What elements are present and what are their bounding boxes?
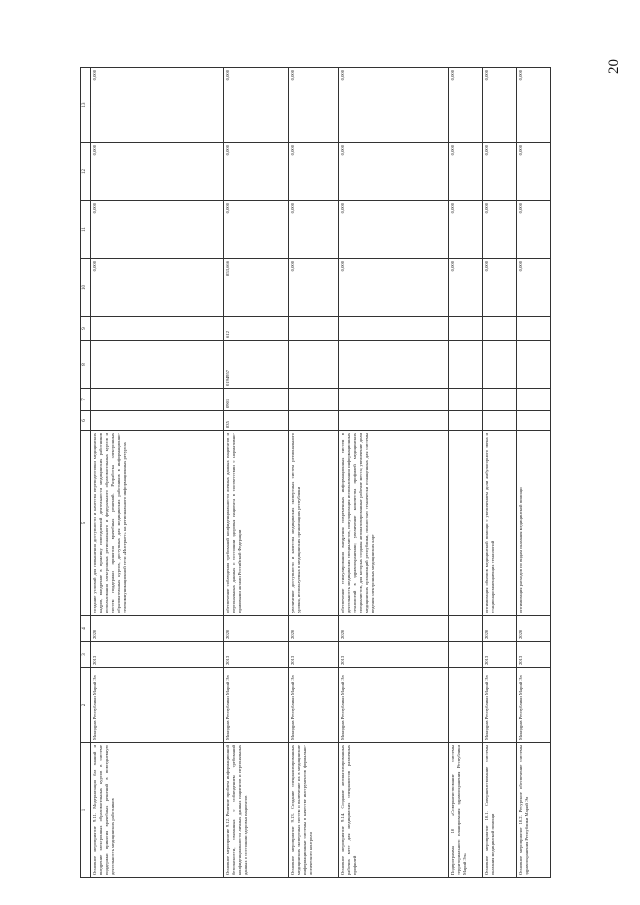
code-grbs: [338, 411, 448, 431]
measure-name: Основное мероприятие 9.13. Создание специализированных медицинских экспертных систем и включение их в медицинские информационные системы в качестве инструментов формально-логического контроля: [288, 743, 338, 878]
amount-col-13: 0,000: [482, 68, 516, 143]
col-header-8: 8: [81, 341, 91, 389]
amount-col-11: 0,000: [90, 201, 223, 259]
end-year: [448, 616, 482, 642]
table-row: [338, 68, 448, 878]
executor: Минздрав Республики Марий Эл: [482, 668, 516, 743]
code-rzpr: 0901: [223, 389, 288, 411]
start-year: 2013: [482, 642, 516, 668]
amount-col-13: 0,000: [288, 68, 338, 143]
executor: Минздрав Республики Марий Эл: [338, 668, 448, 743]
column-number-row: [81, 68, 91, 878]
code-vr: [90, 317, 223, 341]
col-header-10: 10: [81, 259, 91, 317]
code-grbs: [482, 411, 516, 431]
expected-result: обеспечение стимулирования внедрения современных информационных систем в деятельность медицинских специалистов, популяризация использования информационных технологий в здравоохранении; увеличение количества профилей медицинских специалистов, для которых созданы автоматизированные рабочие места; увеличение доли медицинских организаций республики, полностью технически оснащенных для системы ведения электронных медицинских карт: [338, 431, 448, 616]
rotated-table-wrapper: [80, 68, 555, 878]
amount-col-10: 853,666: [223, 259, 288, 317]
amount-col-12: 0,000: [90, 143, 223, 201]
col-header-2: 2: [81, 668, 91, 743]
code-csr: [338, 341, 448, 389]
code-grbs: [90, 411, 223, 431]
code-csr: [90, 341, 223, 389]
code-csr: [288, 341, 338, 389]
col-header-5: 5: [81, 431, 91, 616]
code-vr: [516, 317, 550, 341]
code-csr: [482, 341, 516, 389]
end-year: 2020: [288, 616, 338, 642]
code-grbs: 835: [223, 411, 288, 431]
col-header-4: 4: [81, 616, 91, 642]
executor: Минздрав Республики Марий Эл: [516, 668, 550, 743]
amount-col-12: 0,000: [516, 143, 550, 201]
amount-col-12: 0,000: [482, 143, 516, 201]
amount-col-11: 0,000: [223, 201, 288, 259]
measure-name: Основное мероприятие 9.11. Модернизация баз знаний и внедрение электронных образовательных курсов в системе поддержки принятия врачебных решений в повседневную деятельность медицинских работников: [90, 743, 223, 878]
table-container: [80, 68, 555, 878]
col-header-9: 9: [81, 317, 91, 341]
amount-col-12: 0,000: [288, 143, 338, 201]
executor: Минздрав Республики Марий Эл: [90, 668, 223, 743]
table-row: [448, 68, 482, 878]
code-rzpr: [338, 389, 448, 411]
amount-col-10: 0,000: [516, 259, 550, 317]
table-row: [482, 68, 516, 878]
subprogram-name: Подпрограмма 10 «Совершенствование системы территориального планирования здравоохранения Республики Марий Эл»: [448, 743, 482, 878]
table-row: [516, 68, 550, 878]
code-rzpr: [448, 389, 482, 411]
amount-col-10: 0,000: [482, 259, 516, 317]
amount-col-10: 0,000: [288, 259, 338, 317]
start-year: 2013: [338, 642, 448, 668]
measure-name: Основное мероприятие 9.12. Решение проблем информационной безопасности, связанных с соблюдением требований конфиденциальности личных данных пациентов и персональных данных о состоянии здоровья пациентов: [223, 743, 288, 878]
code-vr: 612: [223, 317, 288, 341]
expected-result: обеспечение соблюдения требований конфиденциальности личных данных пациентов и персональных данных о состоянии здоровья пациента в соответствии с нормативно-правовыми актами Российской Федерации: [223, 431, 288, 616]
code-rzpr: [288, 389, 338, 411]
amount-col-13: 0,000: [516, 68, 550, 143]
table-row: [223, 68, 288, 878]
amount-col-12: 0,000: [223, 143, 288, 201]
code-vr: [338, 317, 448, 341]
executor: Минздрав Республики Марий Эл: [288, 668, 338, 743]
amount-col-12: 0,000: [338, 143, 448, 201]
amount-col-13: 0,000: [338, 68, 448, 143]
code-rzpr: [516, 389, 550, 411]
code-csr: [516, 341, 550, 389]
end-year: 2020: [223, 616, 288, 642]
amount-col-13: 0,000: [448, 68, 482, 143]
start-year: 2013: [288, 642, 338, 668]
expected-result: [448, 431, 482, 616]
amount-col-11: 0,000: [516, 201, 550, 259]
measures-table: [80, 67, 551, 878]
amount-col-11: 0,000: [288, 201, 338, 259]
col-header-11: 11: [81, 201, 91, 259]
code-rzpr: [482, 389, 516, 411]
measure-name: Основное мероприятие 9.14. Создание автоматизированных рабочих мест для медицинских специалистов различных профилей: [338, 743, 448, 878]
col-header-7: 7: [81, 389, 91, 411]
amount-col-11: 0,000: [482, 201, 516, 259]
col-header-1: 1: [81, 743, 91, 878]
amount-col-13: 0,000: [223, 68, 288, 143]
end-year: 2020: [482, 616, 516, 642]
code-vr: [482, 317, 516, 341]
col-header-3: 3: [81, 642, 91, 668]
table-row: [288, 68, 338, 878]
amount-col-10: 0,000: [448, 259, 482, 317]
code-rzpr: [90, 389, 223, 411]
code-grbs: [448, 411, 482, 431]
measure-name: Основное мероприятие 10.2. Ресурсное обеспечение системы здравоохранения Республики Марий Эл: [516, 743, 550, 878]
code-grbs: [288, 411, 338, 431]
col-header-6: 6: [81, 411, 91, 431]
amount-col-11: 0,000: [448, 201, 482, 259]
table-row: [90, 68, 223, 878]
end-year: 2020: [516, 616, 550, 642]
expected-result: создание условий для повышения доступности и качества переподготовки медицинских кадров, внедрение в практику повседневной деятельности медицинских работников использования электронных регионального и федерального образовательных курсов и систем поддержки принятия врачебных решений. Разработка электронных образовательных курсов, доступных для медицинских работников в информационно-телекоммуникационной сети «Интернет» на регионального информационных ресурсах: [90, 431, 223, 616]
amount-col-10: 0,000: [90, 259, 223, 317]
amount-col-10: 0,000: [338, 259, 448, 317]
code-csr: 0194957: [223, 341, 288, 389]
start-year: 2013: [223, 642, 288, 668]
end-year: 2020: [338, 616, 448, 642]
code-csr: [448, 341, 482, 389]
start-year: [448, 642, 482, 668]
page-number: 20: [606, 59, 622, 74]
end-year: 2020: [90, 616, 223, 642]
expected-result: оптимизация расходов по видам оказания медицинской помощи: [516, 431, 550, 616]
col-header-12: 12: [81, 143, 91, 201]
amount-col-12: 0,000: [448, 143, 482, 201]
amount-col-11: 0,000: [338, 201, 448, 259]
code-grbs: [516, 411, 550, 431]
start-year: 2013: [516, 642, 550, 668]
measure-name: Основное мероприятие 10.1. Совершенствование системы оказания медицинской помощи: [482, 743, 516, 878]
code-vr: [288, 317, 338, 341]
expected-result: оптимизация объемов медицинской помощи с увеличением доли амбулаторного звена и стационарозамещающих технологий: [482, 431, 516, 616]
code-vr: [448, 317, 482, 341]
amount-col-13: 0,000: [90, 68, 223, 143]
col-header-13: 13: [81, 68, 91, 143]
start-year: 2013: [90, 642, 223, 668]
expected-result: увеличение доступности и качества медицинских экспертных систем регионального уровня, используемых в медицинских организациях республики: [288, 431, 338, 616]
executor: [448, 668, 482, 743]
executor: Минздрав Республики Марий Эл: [223, 668, 288, 743]
